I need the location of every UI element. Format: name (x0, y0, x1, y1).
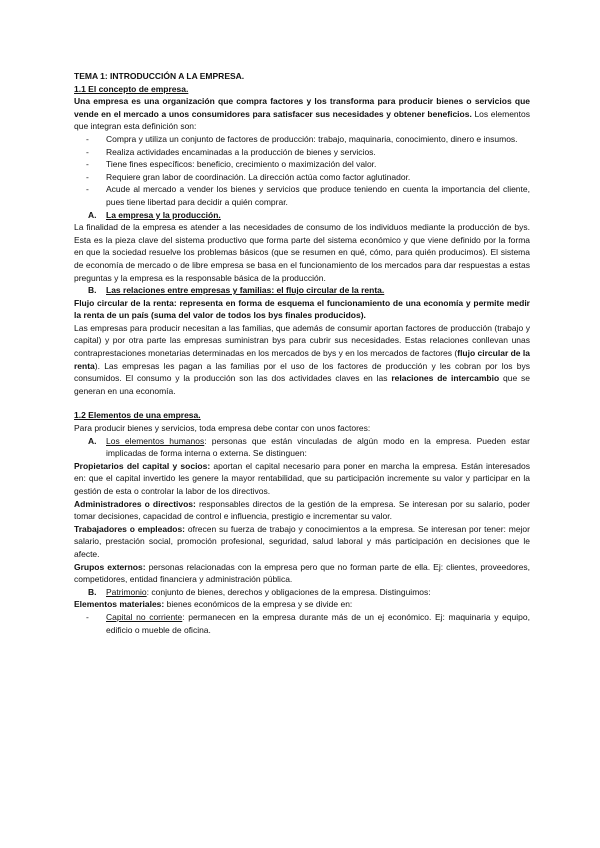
text-run-bold: relaciones de intercambio (391, 373, 500, 384)
text-run: Las empresas para producir necesitan a las familias, que además de consumir aportan factores de producción (trabajo y capital) y por otra parte las empresas suministran bys para cubrir sus necesidades. Estas relaciones conllevan unas contraprestaciones monetarias determinadas en los mercados de bys y en los mercados de factores ( (74, 322, 530, 359)
list-item (106, 611, 530, 636)
list-item-title: Capital no corriente (106, 611, 183, 622)
list-item: - Acude al mercado a vender los bienes y servicios que produce teniendo en cuenta la importancia del cliente, pues tiene libertad para decidir a quién comprar. (106, 183, 530, 208)
term-bold: Trabajadores o empleados: (74, 523, 186, 534)
humanos-paragraph (74, 435, 530, 460)
list-item: - Tiene fines específicos: beneficio, crecimiento o maximización del valor. (106, 158, 530, 171)
list-item: - Compra y utiliza un conjunto de factores de producción: trabajo, maquinaria, conocimiento, dinero e insumos. (106, 133, 530, 146)
produccion-paragraph: La finalidad de la empresa es atender a las necesidades de consumo de los individuos mediante la producción de bys. Esta es la pieza clave del sistema productivo que forma parte del sistema económico y que viene definido por la forma en que la sociedad resuelve los problemas básicos (que se resumen en qué, cómo, para quién producimos). El sistema de economía de mercado o de libre empresa se basa en el funcionamiento de los mercados para dar respuestas a estas preguntas y la empresa es la responsable básica de la producción. (74, 222, 530, 283)
subsection-b-heading (74, 284, 530, 297)
spacer (74, 397, 530, 409)
patrimonio-paragraph (74, 586, 530, 599)
trabajadores-paragraph (74, 523, 530, 561)
flujo-paragraph (74, 322, 530, 398)
subsection-a-heading (74, 209, 530, 222)
section-2-intro: Para producir bienes y servicios, toda empresa debe contar con unos factores: (74, 423, 371, 434)
term-text: bienes económicos de la empresa y se divide en: (164, 599, 353, 610)
humanos-title: Los elementos humanos (106, 435, 205, 446)
term-bold: Grupos externos: (74, 561, 146, 572)
directivos-paragraph (74, 498, 530, 523)
definition-list (74, 133, 530, 209)
term-bold: Elementos materiales: (74, 599, 165, 610)
term-bold: Propietarios del capital y socios: (74, 460, 211, 471)
humanos-text: : personas que están vinculadas de algún modo en la empresa. Pueden estar implicadas de forma interna o externa. Se distinguen: (106, 435, 530, 459)
document-title: TEMA 1: INTRODUCCIÓN A LA EMPRESA. (74, 71, 245, 81)
term-text: aportan el capital necesario para poner en marcha la empresa. Están interesados en: que el capital invertido les genere la mayor rentabilidad, que su participación incremente su valor y participar en la gestión de esta o controlar la labor de los directivos. (74, 460, 530, 496)
elementos-materiales-paragraph (74, 598, 530, 611)
term-text: personas relacionadas con la empresa pero que no forman parte de ella. Ej: clientes, proveedores, competidores, entidad financiera y administración pública. (74, 561, 530, 585)
definition-paragraph (74, 95, 530, 133)
subsection-letter: A. (88, 435, 97, 446)
subsection-b-title: Las relaciones entre empresas y familias: el flujo circular de la renta. (106, 285, 385, 296)
materiales-list (74, 611, 530, 636)
section-1-heading: 1.1 El concepto de empresa. (74, 83, 189, 94)
subsection-letter: B. (88, 586, 97, 597)
propietarios-paragraph (74, 460, 530, 498)
text-run: que se generan en una economía. (74, 373, 530, 396)
term-text: ofrecen su fuerza de trabajo y conocimientos a la empresa. Se interesan por tener: mejor salario, prestación social, promoción profesional, seguridad, salud laboral y más participación en decisiones que le afecte. (74, 523, 530, 559)
patrimonio-text: : conjunto de bienes, derechos y obligaciones de la empresa. Distinguimos: (146, 586, 431, 597)
patrimonio-title: Patrimonio (106, 586, 147, 597)
term-text: responsables directos de la gestión de la empresa. Se interesan por su salario, poder tomar decisiones, capacidad de control e influencia, prestigio e incrementar su valor. (74, 498, 530, 522)
text-run-bold: flujo circular de la renta (74, 348, 530, 371)
list-item: - Realiza actividades encaminadas a la producción de bienes y servicios. (106, 146, 530, 159)
subsection-letter: B. (88, 285, 97, 296)
term-bold: Administradores o directivos: (74, 498, 196, 509)
definition-bold: Una empresa es una organización que compra factores y los transforma para producir bienes o servicios que vende en el mercado a unos consumidores para satisfacer sus necesidades y obtener beneficios. (74, 96, 530, 119)
grupos-externos-paragraph (74, 561, 530, 586)
flujo-definition: Flujo circular de la renta: representa en forma de esquema el funcionamiento de una economía y permite medir la renta de un país (suma del valor de todos los bys finales producidos). (74, 297, 530, 321)
subsection-a-title: La empresa y la producción. (106, 209, 221, 220)
subsection-letter: A. (88, 209, 97, 220)
section-2-heading: 1.2 Elementos de una empresa. (74, 410, 201, 421)
list-item-text: : permanecen en la empresa durante más de un ej económico. Ej: maquinaria y equipo, edificio o mueble de oficina. (106, 611, 530, 635)
text-run: ). Las empresas les pagan a las familias por el uso de los factores de producción y les cobran por los bys consumidos. El consumo y la producción son las dos actividades claves en las (74, 360, 530, 384)
definition-rest: Los elementos que integran esta definición son: (74, 108, 530, 132)
list-item: - Requiere gran labor de coordinación. La dirección actúa como factor aglutinador. (106, 171, 530, 184)
